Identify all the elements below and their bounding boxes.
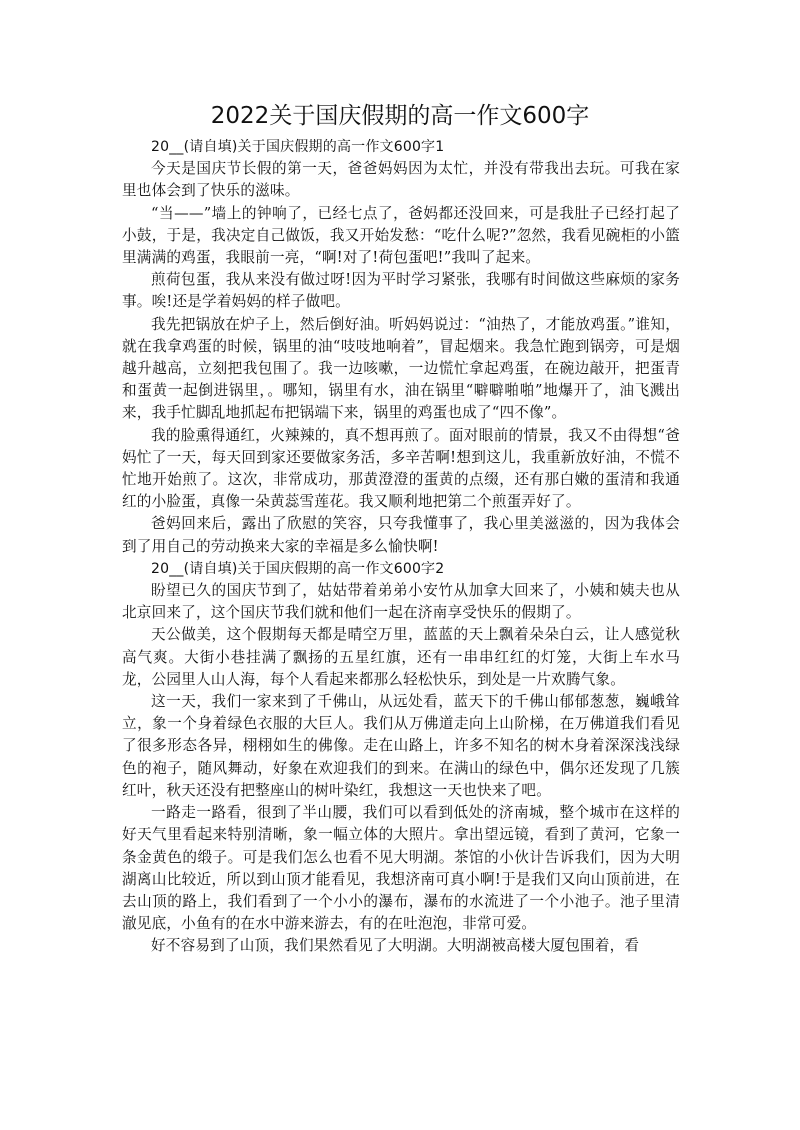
paragraph: 天公做美，这个假期每天都是晴空万里，蓝蓝的天上飘着朵朵白云，让人感觉秋高气爽。大街小巷挂满了飘扬的五星红旗，还有一串串红红的灯笼，大街上车水马龙，公园里人山人海，每个人看起来都那么轻松快乐，到处是一片欢腾气象。 xyxy=(122,626,680,688)
section-heading: 20__(请自填)关于国庆假期的高一作文600字2 xyxy=(151,560,445,577)
paragraph: 盼望已久的国庆节到了，姑姑带着弟弟小安竹从加拿大回来了，小姨和姨夫也从北京回来了，这个国庆节我们就和他们一起在济南享受快乐的假期了。 xyxy=(122,582,680,622)
section-heading: 20__(请自填)关于国庆假期的高一作文600字1 xyxy=(151,139,445,155)
paragraph: 我先把锅放在炉子上，然后倒好油。听妈妈说过：“油热了，才能放鸡蛋。”谁知，就在我拿鸡蛋的时候，锅里的油“吱吱地响着”，冒起烟来。我急忙跑到锅旁，可是烟越升越高，立刻把我包围了。我一边咳嗽，一边慌忙拿起鸡蛋，在碗边敲开，把蛋青和蛋黄一起倒进锅里，。哪知，锅里有水，油在锅里“噼噼啪啪”地爆开了，油飞溅出来，我手忙脚乱地抓起布把锅端下来，锅里的鸡蛋也成了“四不像”。 xyxy=(122,315,680,422)
document-title: 2022关于国庆假期的高一作文600字 xyxy=(210,103,590,129)
paragraph: 好不容易到了山顶，我们果然看见了大明湖。大明湖被高楼大厦包围着，看 xyxy=(151,937,640,955)
paragraph: 这一天，我们一家来到了千佛山，从远处看，蓝天下的千佛山郁郁葱葱，巍峨耸立，象一个身着绿色衣服的大巨人。我们从万佛道走向上山阶梯，在万佛道我们看见了很多形态各异，栩栩如生的佛像。走在山路上，许多不知名的树木身着深深浅浅绿色的袍子，随风舞动，好象在欢迎我们的到来。在满山的绿色中，偶尔还发现了几簇红叶，秋天还没有把整座山的树叶染红，我想这一天也快来了吧。 xyxy=(122,693,680,799)
paragraph: 今天是国庆节长假的第一天，爸爸妈妈因为太忙，并没有带我出去玩。可我在家里也体会到了快乐的滋味。 xyxy=(122,160,680,200)
paragraph: 我的脸熏得通红，火辣辣的，真不想再煎了。面对眼前的情景，我又不由得想“爸妈忙了一天，每天回到家还要做家务活，多辛苦啊!想到这儿，我重新放好油，不慌不忙地开始煎了。这次，非常成功，那黄澄澄的蛋黄的点缀，还有那白嫩的蛋清和我通红的小脸蛋，真像一朵黄蕊雪莲花。我又顺利地把第二个煎蛋弄好了。 xyxy=(122,426,680,511)
document-body xyxy=(122,136,680,958)
paragraph: 爸妈回来后，露出了欣慰的笑容，只夸我懂事了，我心里美滋滋的，因为我体会到了用自己的劳动换来大家的幸福是多么愉快啊! xyxy=(122,515,680,555)
paragraph: “当——”墙上的钟响了，已经七点了，爸妈都还没回来，可是我肚子已经打起了小鼓，于是，我决定自己做饭，我又开始发愁：“吃什么呢?”忽然，我看见碗柜的小篮里满满的鸡蛋，我眼前一亮，“啊!对了!荷包蛋吧!”我叫了起来。 xyxy=(122,204,680,267)
paragraph: 煎荷包蛋，我从来没有做过呀!因为平时学习紧张，我哪有时间做这些麻烦的家务事。唉!还是学着妈妈的样子做吧。 xyxy=(122,271,680,311)
paragraph: 一路走一路看，很到了半山腰，我们可以看到低处的济南城，整个城市在这样的好天气里看起来特别清晰，象一幅立体的大照片。拿出望远镜，看到了黄河，它象一条金黄色的缎子。可是我们怎么也看不见大明湖。茶馆的小伙计告诉我们，因为大明湖离山比较近，所以到山顶才能看见，我想济南可真小啊!于是我们又向山顶前进，在去山顶的路上，我们看到了一个小小的瀑布，瀑布的水流进了一个小池子。池子里清澈见底，小鱼有的在水中游来游去，有的在吐泡泡，非常可爱。 xyxy=(122,804,680,933)
